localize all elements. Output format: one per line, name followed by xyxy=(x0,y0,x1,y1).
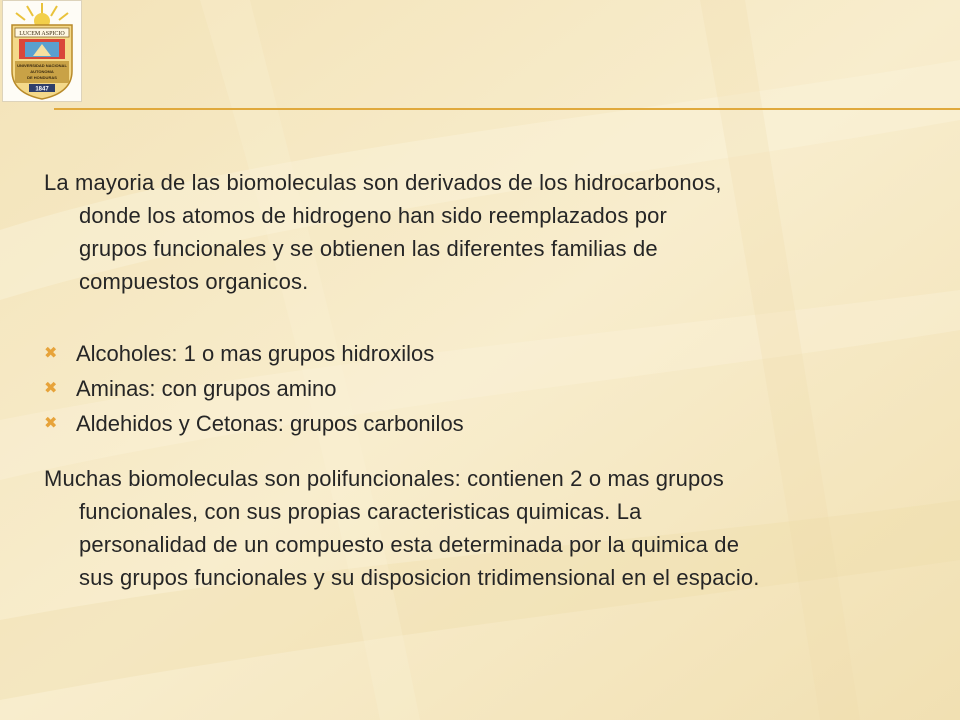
header-rule xyxy=(54,108,960,110)
closing-paragraph xyxy=(44,462,944,594)
intro-line-4: compuestos organicos. xyxy=(79,269,309,294)
closing-line-1: Muchas biomoleculas son polifuncionales: contienen 2 o mas grupos xyxy=(44,466,724,491)
x-mark-icon: ✖ xyxy=(44,415,58,432)
logo-institution-line2: AUTONOMA xyxy=(30,69,54,74)
list-item-text: Aldehidos y Cetonas: grupos carbonilos xyxy=(76,411,464,436)
closing-line-4: sus grupos funcionales y su disposicion tridimensional en el espacio. xyxy=(79,565,760,590)
intro-line-2: donde los atomos de hidrogeno han sido reemplazados por xyxy=(79,203,667,228)
university-logo xyxy=(2,0,82,102)
functional-groups-list xyxy=(44,336,464,441)
intro-line-1: La mayoria de las biomoleculas son derivados de los hidrocarbonos, xyxy=(44,170,722,195)
x-mark-icon: ✖ xyxy=(44,380,58,397)
list-item xyxy=(44,371,464,406)
closing-line-3: personalidad de un compuesto esta determinada por la quimica de xyxy=(79,532,740,557)
logo-motto: LUCEM ASPICIO xyxy=(19,31,65,37)
closing-line-2: funcionales, con sus propias caracteristicas quimicas. La xyxy=(79,499,642,524)
intro-paragraph xyxy=(44,166,944,298)
list-item-text: Aminas: con grupos amino xyxy=(76,376,337,401)
list-item-text: Alcoholes: 1 o mas grupos hidroxilos xyxy=(76,341,435,366)
list-item xyxy=(44,406,464,441)
logo-year: 1847 xyxy=(35,86,49,93)
university-seal-icon xyxy=(3,1,81,101)
list-item xyxy=(44,336,464,371)
x-mark-icon: ✖ xyxy=(44,345,58,362)
intro-line-3: grupos funcionales y se obtienen las diferentes familias de xyxy=(79,236,658,261)
logo-institution-line1: UNIVERSIDAD NACIONAL xyxy=(17,63,67,68)
logo-institution-line3: DE HONDURAS xyxy=(27,75,57,80)
